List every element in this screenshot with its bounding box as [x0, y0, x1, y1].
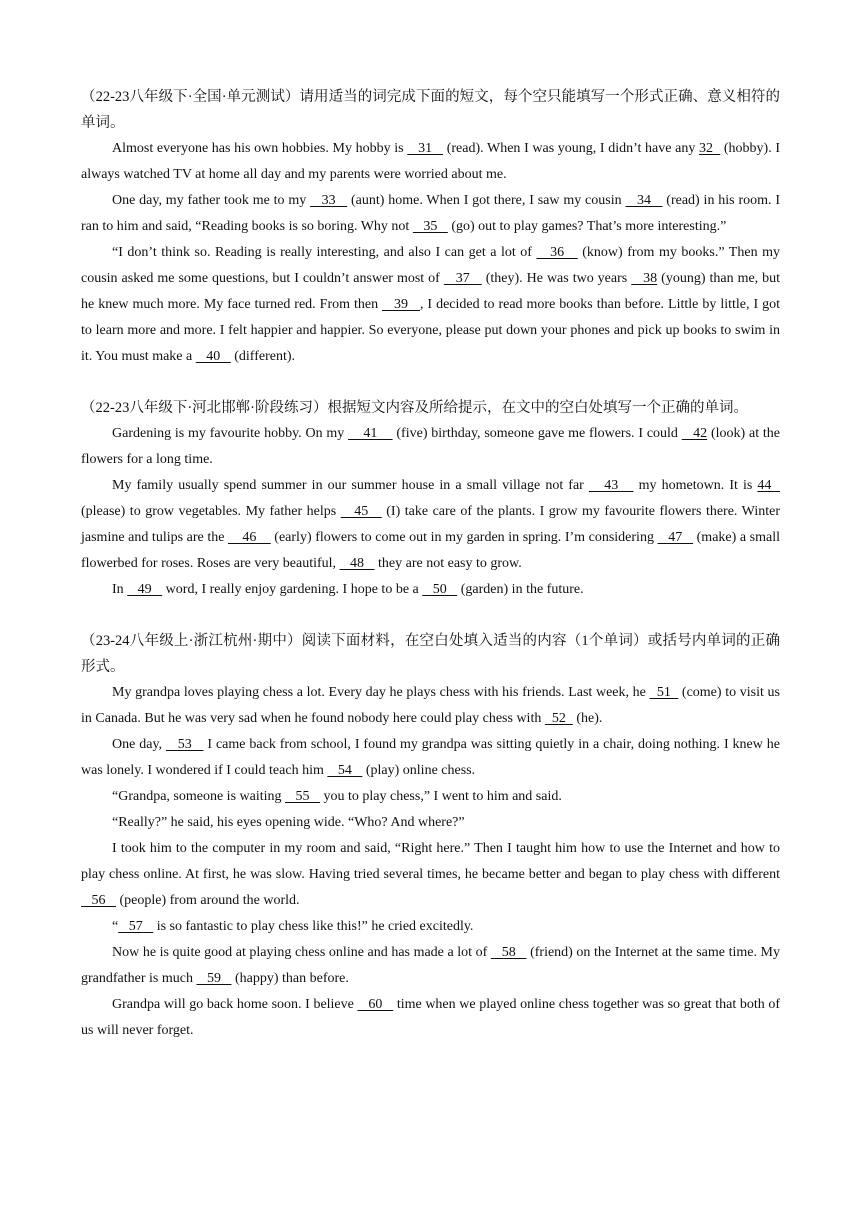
passage-paragraph — [81, 810, 780, 836]
passage-text: you to play chess,” I went to him and said. — [320, 789, 562, 804]
answer-blank[interactable]: 56 — [81, 893, 116, 908]
passage-text: (please) to grow vegetables. My father helps — [81, 504, 341, 519]
answer-blank[interactable]: 33 — [310, 193, 348, 208]
passage-paragraph — [81, 992, 780, 1044]
passage-text: (read) in his room. I ran to him and said, “Reading books is so boring. Why not — [81, 193, 781, 234]
answer-blank[interactable]: 49 — [127, 582, 163, 597]
passage-text: “ — [112, 919, 119, 934]
passage-text: (five) birthday, someone gave me flowers. I could — [392, 426, 682, 441]
answer-blank[interactable]: 34 — [625, 193, 663, 208]
answer-blank[interactable]: 55 — [285, 789, 321, 804]
answer-blank[interactable]: 41 — [348, 426, 393, 441]
passage-text: (early) flowers to come out in my garden in spring. I’m considering — [270, 530, 658, 545]
section-instruction: （22-23八年级下·全国·单元测试）请用适当的词完成下面的短文，每个空只能填写一个形式正确、意义相符的单词。 — [81, 89, 780, 131]
passage-text: (know) from my books.” Then my cousin asked me some questions, but I couldn’t answer most of — [81, 245, 780, 286]
passage-text: (come) to visit us in Canada. But he was very sad when he found nobody here could play chess with — [81, 685, 781, 726]
passage-text: (play) online chess. — [362, 763, 476, 778]
passage-text: (garden) in the future. — [457, 582, 584, 597]
passage-text: (look) at the flowers for a long time. — [81, 426, 781, 467]
passage-text: (young) than me, but he knew much more. My face turned red. From then — [81, 271, 781, 312]
passage-paragraph — [81, 784, 780, 810]
section-gap — [81, 370, 780, 395]
passage-text: is so fantastic to play chess like this!” he cried excitedly. — [153, 919, 474, 934]
passage-text: One day, — [112, 737, 166, 752]
passage-text: (they). He was two years — [481, 271, 632, 286]
passage-text: In — [112, 582, 128, 597]
answer-blank[interactable]: 37 — [443, 271, 482, 286]
passage-paragraph — [81, 188, 780, 240]
passage-text: they are not easy to grow. — [374, 556, 522, 571]
passage-paragraph — [81, 914, 780, 940]
answer-blank[interactable]: 40 — [195, 349, 231, 364]
answer-blank[interactable]: 52 — [544, 711, 573, 726]
passage-text: (go) out to play games? That’s more interesting.” — [447, 219, 727, 234]
answer-blank[interactable]: 45 — [340, 504, 382, 519]
passage-paragraph — [81, 421, 780, 473]
passage-text: One day, my father took me to my — [112, 193, 311, 208]
passage-text: I came back from school, I found my grandpa was sitting quietly in a chair, doing nothing. I knew he was lonely. I wondered if I could teach him — [81, 737, 781, 778]
exercise-section — [81, 395, 780, 603]
passage-text: Grandpa will go back home soon. I believe — [112, 997, 358, 1012]
answer-blank[interactable]: 54 — [327, 763, 363, 778]
answer-blank[interactable]: 38 — [631, 271, 658, 286]
worksheet-page — [81, 84, 780, 1044]
passage-paragraph — [81, 240, 780, 370]
exercise-section — [81, 84, 780, 370]
passage-text: word, I really enjoy gardening. I hope to be a — [162, 582, 423, 597]
answer-blank[interactable]: 57 — [118, 919, 154, 934]
passage-text: (he). — [572, 711, 603, 726]
passage-text: (make) a small flowerbed for roses. Roses are very beautiful, — [81, 530, 781, 571]
section-instruction: （22-23八年级下·河北邯郸·阶段练习）根据短文内容及所给提示，在文中的空白处填写一个正确的单词。 — [81, 400, 748, 416]
answer-blank[interactable]: 59 — [196, 971, 232, 986]
section-instruction: （23-24八年级上·浙江杭州·期中）阅读下面材料，在空白处填入适当的内容（1个单词）或括号内单词的正确形式。 — [81, 633, 780, 675]
answer-blank[interactable]: 44 — [757, 478, 781, 493]
passage-paragraph — [81, 136, 780, 188]
passage-text: My family usually spend summer in our summer house in a small village not far — [112, 478, 589, 493]
exercise-section — [81, 628, 780, 1044]
passage-text: (hobby). I always watched TV at home all day and my parents were worried about me. — [81, 141, 781, 182]
passage-text: (aunt) home. When I got there, I saw my cousin — [347, 193, 626, 208]
passage-text: (happy) than before. — [231, 971, 349, 986]
passage-text: , I decided to read more books than before. Little by little, I got to learn more and more. I felt happier and happier. So everyone, please put down your phones and pick up books to swim in it. You must make a — [81, 297, 780, 364]
passage-text: I took him to the computer in my room and said, “Right here.” Then I taught him how to use the Internet and how to play chess online. At first, he was slow. Having tried several times, he became better and began to play chess with different — [81, 841, 780, 882]
passage-text: Gardening is my favourite hobby. On my — [112, 426, 349, 441]
answer-blank[interactable]: 42 — [681, 426, 708, 441]
answer-blank[interactable]: 58 — [490, 945, 527, 960]
answer-blank[interactable]: 36 — [536, 245, 578, 260]
answer-blank[interactable]: 53 — [165, 737, 204, 752]
passage-paragraph — [81, 473, 780, 577]
answer-blank[interactable]: 32 — [698, 141, 721, 156]
passage-text: Almost everyone has his own hobbies. My hobby is — [112, 141, 408, 156]
passage-text: Now he is quite good at playing chess online and has made a lot of — [112, 945, 491, 960]
passage-paragraph — [81, 680, 780, 732]
passage-text: (I) take care of the plants. I grow my favourite flowers there. Winter jasmine and tulips are the — [81, 504, 780, 545]
passage-text: (read). When I was young, I didn’t have any — [443, 141, 699, 156]
answer-blank[interactable]: 60 — [357, 997, 394, 1012]
answer-blank[interactable]: 39 — [382, 297, 420, 312]
answer-blank[interactable]: 48 — [339, 556, 375, 571]
passage-paragraph — [81, 940, 780, 992]
answer-blank[interactable]: 46 — [228, 530, 271, 545]
passage-paragraph — [81, 836, 780, 914]
passage-text: “Really?” he said, his eyes opening wide. “Who? And where?” — [112, 815, 465, 830]
passage-text: (people) from around the world. — [116, 893, 300, 908]
passage-text: “I don’t think so. Reading is really interesting, and also I can get a lot of — [112, 245, 537, 260]
passage-text: (different). — [230, 349, 295, 364]
answer-blank[interactable]: 47 — [657, 530, 694, 545]
answer-blank[interactable]: 50 — [422, 582, 458, 597]
passage-text: my hometown. It is — [633, 478, 758, 493]
answer-blank[interactable]: 31 — [407, 141, 444, 156]
passage-paragraph — [81, 732, 780, 784]
answer-blank[interactable]: 43 — [588, 478, 634, 493]
passage-paragraph — [81, 577, 780, 603]
passage-text: “Grandpa, someone is waiting — [112, 789, 286, 804]
section-gap — [81, 603, 780, 628]
answer-blank[interactable]: 51 — [649, 685, 679, 700]
passage-text: My grandpa loves playing chess a lot. Every day he plays chess with his friends. Last week, he — [112, 685, 650, 700]
answer-blank[interactable]: 35 — [412, 219, 448, 234]
passage-text: (friend) on the Internet at the same time. My grandfather is much — [81, 945, 781, 986]
passage-text: time when we played online chess together was so great that both of us will never forget. — [81, 997, 781, 1038]
